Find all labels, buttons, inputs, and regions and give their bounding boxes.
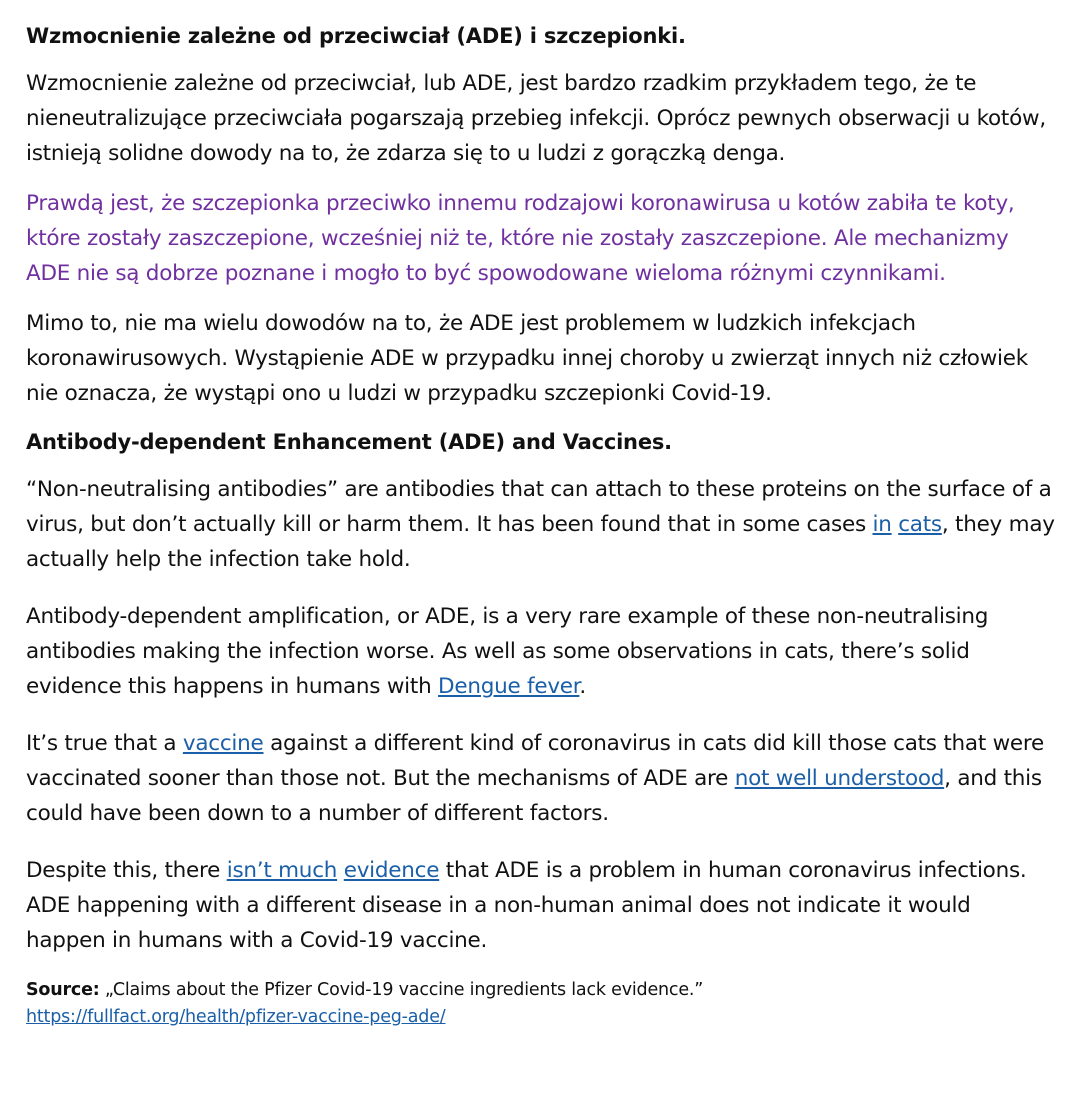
evidence-link[interactable]: evidence xyxy=(343,858,440,883)
english-paragraph-2 xyxy=(26,599,1056,704)
not-well-understood-link[interactable]: not well understood xyxy=(734,766,945,791)
text-span: “Non-neutralising antibodies” are antibodies that can attach to these proteins on the surface of a virus, but don’t actually kill or harm them. It has been found that in some cases xyxy=(26,477,1052,537)
source-citation xyxy=(26,977,1056,1031)
source-url-line xyxy=(26,1004,1056,1031)
isnt-much-link[interactable]: isn’t much xyxy=(226,858,338,883)
text-span: , and this could have been down to a number of different factors. xyxy=(26,766,1042,826)
text-span: . xyxy=(579,674,586,699)
text-span: that ADE is a problem in human coronavirus infections. ADE happening with a different disease in a non-human animal does not indicate it would happen in humans with a Covid-19 vaccine. xyxy=(26,858,1027,953)
polish-paragraph-3: Mimo to, nie ma wielu dowodów na to, że ADE jest problemem w ludzkich infekcjach koronawirusowych. Wystąpienie ADE w przypadku innej choroby u zwierząt innych niż człowiek nie oznacza, że wystąpi ono u ludzi w przypadku szczepionki Covid-19. xyxy=(26,311,1028,406)
polish-paragraph-1: Wzmocnienie zależne od przeciwciał, lub ADE, jest bardzo rzadkim przykładem tego, że te nieneutralizujące przeciwciała pogarszają przebieg infekcji. Oprócz pewnych obserwacji u kotów, istnieją solidne dowody na to, że zdarza się to u ludzi z gorączką denga. xyxy=(26,71,1046,166)
cats-link[interactable]: cats xyxy=(898,512,942,537)
text-span: against a different kind of coronavirus in cats did kill those cats that were vaccinated sooner than those not. But the mechanisms of ADE are xyxy=(26,731,1044,791)
in-link[interactable]: in xyxy=(872,512,892,537)
dengue-fever-link[interactable]: Dengue fever xyxy=(438,674,580,699)
text-span: , they may actually help the infection take hold. xyxy=(26,512,1055,572)
text-span: Antibody-dependent amplification, or ADE, is a very rare example of these non-neutralising antibodies making the infection worse. As well as some observations in cats, there’s solid evidence this happens in humans with xyxy=(26,604,989,699)
polish-paragraph-2: Prawdą jest, że szczepionka przeciwko innemu rodzajowi koronawirusa u kotów zabiła te koty, które zostały zaszczepione, wcześniej niż te, które nie zostały zaszczepione. Ale mechanizmy ADE nie są dobrze poznane i mogło to być spowodowane wieloma różnymi czynnikami. xyxy=(26,191,1015,286)
vaccine-link[interactable]: vaccine xyxy=(182,731,264,756)
english-heading: Antibody-dependent Enhancement (ADE) and Vaccines. xyxy=(26,430,672,454)
english-paragraph-3 xyxy=(26,726,1056,831)
text-span xyxy=(337,858,344,883)
text-span: Despite this, there xyxy=(26,858,227,883)
source-line xyxy=(26,977,1056,1004)
english-paragraph-1 xyxy=(26,472,1056,577)
document-page xyxy=(26,20,1056,1031)
polish-heading: Wzmocnienie zależne od przeciwciał (ADE) i szczepionki. xyxy=(26,24,686,48)
text-span: It’s true that a xyxy=(26,731,183,756)
source-title: „Claims about the Pfizer Covid-19 vaccine ingredients lack evidence.” xyxy=(99,980,704,1000)
source-label: Source: xyxy=(26,980,100,1000)
source-url-link[interactable]: https://fullfact.org/health/pfizer-vaccine-peg-ade/ xyxy=(26,1007,446,1027)
english-paragraph-4 xyxy=(26,853,1056,958)
